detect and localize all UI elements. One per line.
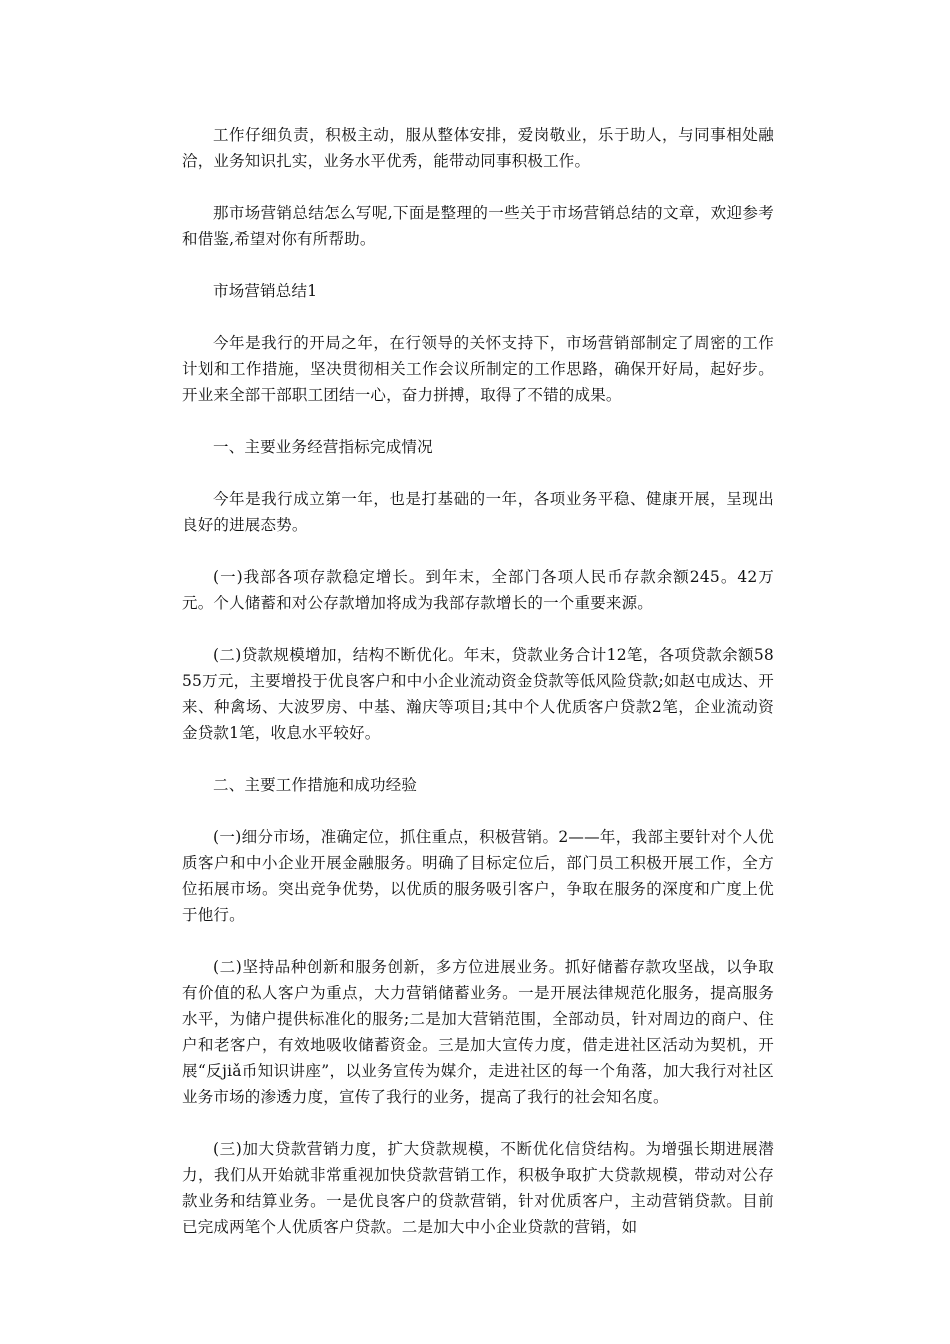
paragraph-work-attitude: 工作仔细负责，积极主动，服从整体安排，爱岗敬业，乐于助人，与同事相处融洽，业务知识扎实，业务水平优秀，能带动同事积极工作。	[182, 126, 774, 170]
section-title-summary-1: 市场营销总结1	[213, 282, 318, 300]
paragraph-market-segmentation: (一)细分市场，准确定位，抓住重点，积极营销。2——年，我部主要针对个人优质客户和中小企业开展金融服务。明确了目标定位后，部门员工积极开展工作，全方位拓展市场。突出竞争优势，以优质的服务吸引客户，争取在服务的深度和广度上优于他行。	[182, 828, 774, 924]
paragraph-opening-year: 今年是我行的开局之年，在行领导的关怀支持下，市场营销部制定了周密的工作计划和工作措施，坚决贯彻相关工作会议所制定的工作思路，确保开好局，起好步。开业来全部干部职工团结一心，奋力拼搏，取得了不错的成果。	[182, 334, 774, 404]
paragraph-loans: (二)贷款规模增加，结构不断优化。年末，贷款业务合计12笔，各项贷款余额5855万元，主要增投于优良客户和中小企业流动资金贷款等低风险贷款;如赵屯成达、开来、种禽场、大波罗房、中基、瀚庆等项目;其中个人优质客户贷款2笔，企业流动资金贷款1笔，收息水平较好。	[182, 646, 774, 742]
paragraph-product-innovation: (二)坚持品种创新和服务创新，多方位进展业务。抓好储蓄存款攻坚战，以争取有价值的私人客户为重点，大力营销储蓄业务。一是开展法律规范化服务，提高服务水平，为储户提供标准化的服务;二是加大营销范围，全部动员，针对周边的商户、住户和老客户，有效地吸收储蓄资金。三是加大宣传力度，借走进社区活动为契机，开展“反jiǎ币知识讲座”，以业务宣传为媒介，走进社区的每一个角落，加大我行对社区业务市场的渗透力度，宣传了我行的业务，提高了我行的社会知名度。	[182, 958, 774, 1106]
paragraph-loan-marketing: (三)加大贷款营销力度，扩大贷款规模，不断优化信贷结构。为增强长期进展潜力，我们从开始就非常重视加快贷款营销工作，积极争取扩大贷款规模，带动对公存款业务和结算业务。一是优良客户的贷款营销，针对优质客户，主动营销贷款。目前已完成两笔个人优质客户贷款。二是加大中小企业贷款的营销，如	[182, 1140, 774, 1236]
paragraph-first-year: 今年是我行成立第一年，也是打基础的一年，各项业务平稳、健康开展，呈现出良好的进展态势。	[182, 490, 774, 534]
paragraph-deposits: (一)我部各项存款稳定增长。到年末，全部门各项人民币存款余额245。42万元。个人储蓄和对公存款增加将成为我部存款增长的一个重要来源。	[182, 568, 774, 612]
document-body	[182, 122, 774, 1266]
heading-main-indicators: 一、主要业务经营指标完成情况	[213, 438, 433, 456]
heading-work-measures: 二、主要工作措施和成功经验	[213, 776, 418, 794]
paragraph-intro: 那市场营销总结怎么写呢,下面是整理的一些关于市场营销总结的文章，欢迎参考和借鉴,希望对你有所帮助。	[182, 204, 774, 248]
